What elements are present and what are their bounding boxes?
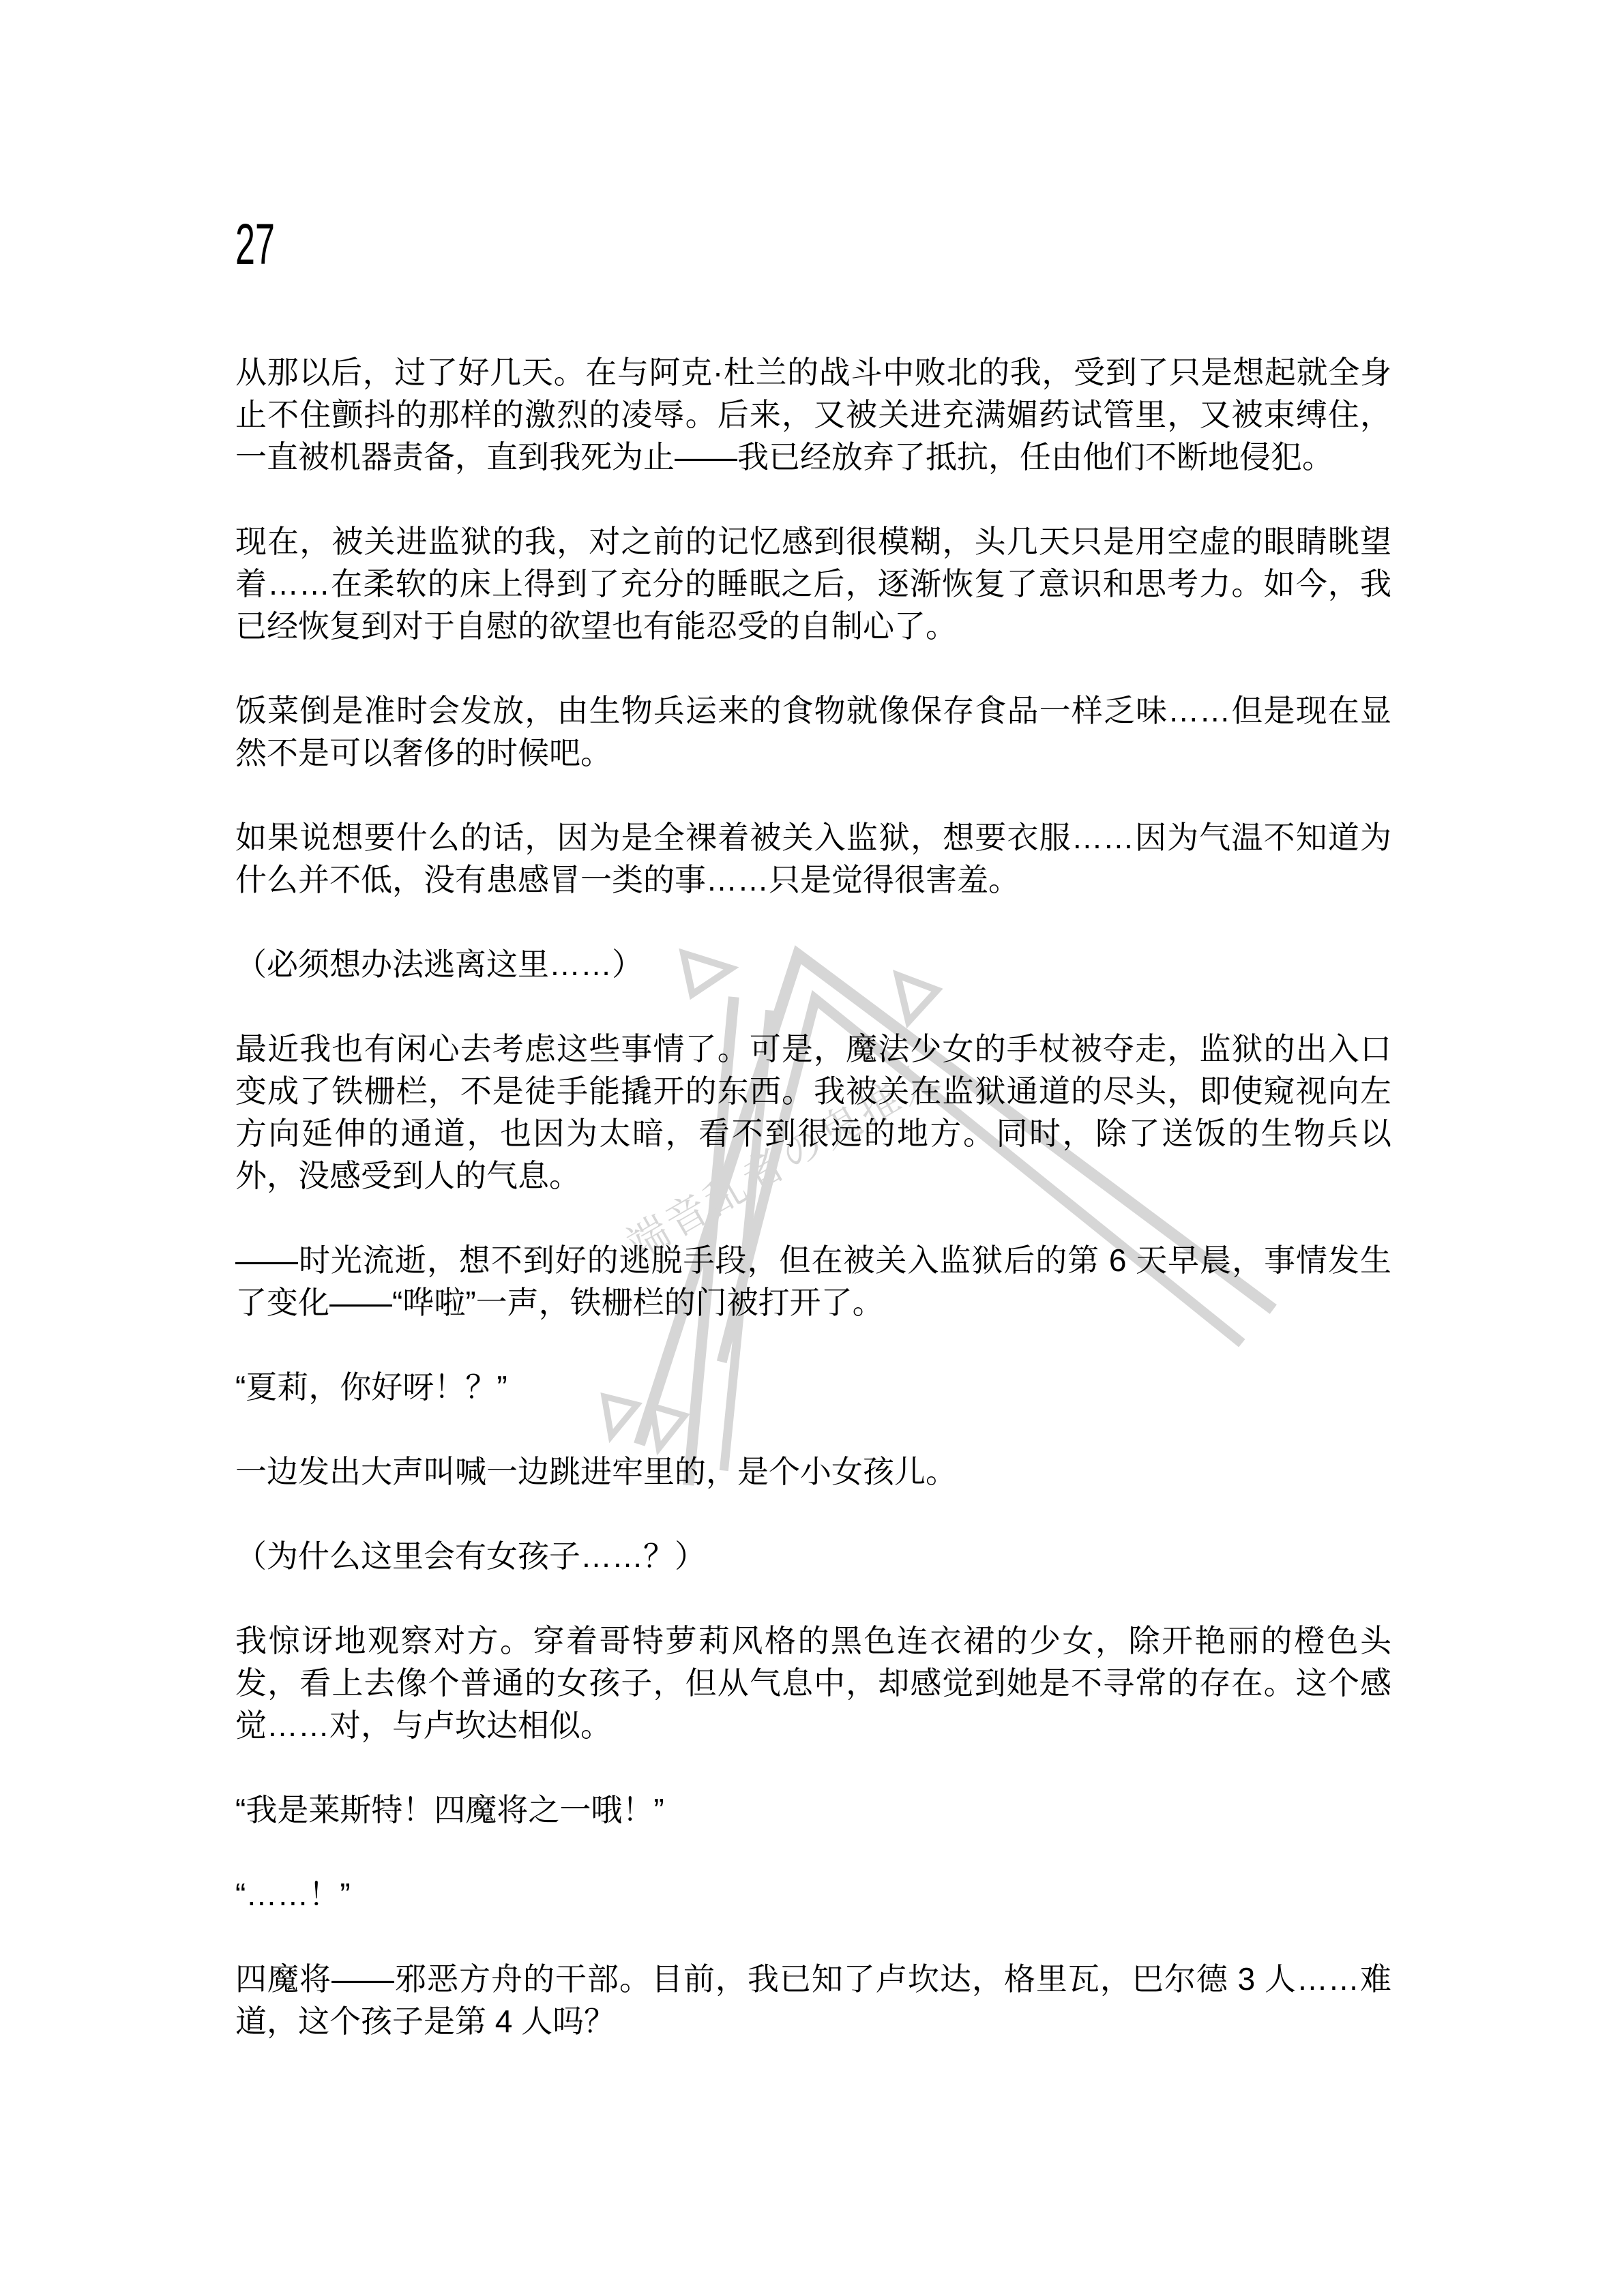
chapter-number — [235, 212, 1391, 276]
paragraph: 我惊讶地观察对方。穿着哥特萝莉风格的黑色连衣裙的少女，除开艳丽的橙色头发，看上去像个普通的女孩子，但从气息中，却感觉到她是不寻常的存在。这个感觉……对，与卢坎达相似。 — [235, 1623, 1391, 1743]
chapter-content — [235, 212, 1391, 2085]
paragraph: 现在，被关进监狱的我，对之前的记忆感到很模糊，头几天只是用空虚的眼睛眺望着……在柔软的床上得到了充分的睡眠之后，逐渐恢复了意识和思考力。如今，我已经恢复到对于自慰的欲望也有能忍受的自制心了。 — [235, 524, 1391, 644]
paragraph: 从那以后，过了好几天。在与阿克·杜兰的战斗中败北的我，受到了只是想起就全身止不住颤抖的那样的激烈的凌辱。后来，又被关进充满媚药试管里，又被束缚住，一直被机器责备，直到我死为止——我已经放弃了抵抗，任由他们不断地侵犯。 — [235, 355, 1391, 475]
chapter-number-text: 27 — [235, 212, 275, 276]
paragraph: （必须想办法逃离这里……） — [235, 946, 643, 982]
paragraph: （为什么这里会有女孩子……？） — [235, 1538, 706, 1574]
paragraph: “我是莱斯特！四魔将之一哦！” — [235, 1792, 664, 1828]
paragraph: 如果说想要什么的话，因为是全裸着被关入监狱，想要衣服……因为气温不知道为什么并不低，没有患感冒一类的事……只是觉得很害羞。 — [235, 820, 1391, 897]
paragraph: 四魔将——邪恶方舟的干部。目前，我已知了卢坎达，格里瓦，巴尔德 3 人……难道，这个孩子是第 4 人吗？ — [235, 1961, 1391, 2039]
paragraph: “夏莉，你好呀！？” — [235, 1369, 507, 1405]
paragraph: “……！” — [235, 1877, 351, 1912]
paragraph-list — [235, 351, 1391, 2042]
paragraph: 最近我也有闲心去考虑这些事情了。可是，魔法少女的手杖被夺走，监狱的出入口变成了铁栅栏，不是徒手能撬开的东西。我被关在监狱通道的尽头，即使窥视向左方向延伸的通道，也因为太暗，看不到很远的地方。同时，除了送饭的生物兵以外，没感受到人的气息。 — [235, 1031, 1391, 1193]
paragraph: 饭菜倒是准时会发放，由生物兵运来的食物就像保存食品一样乏味……但是现在显然不是可以奢侈的时候吧。 — [235, 693, 1391, 771]
paragraph: ——时光流逝，想不到好的逃脱手段，但在被关入监狱后的第 6 天早晨，事情发生了变化——“哗啦”一声，铁栅栏的门被打开了。 — [235, 1242, 1391, 1320]
watermark-text: 端音乱者の鬼推人 — [619, 1051, 949, 1268]
paragraph: 一边发出大声叫喊一边跳进牢里的，是个小女孩儿。 — [235, 1454, 957, 1489]
